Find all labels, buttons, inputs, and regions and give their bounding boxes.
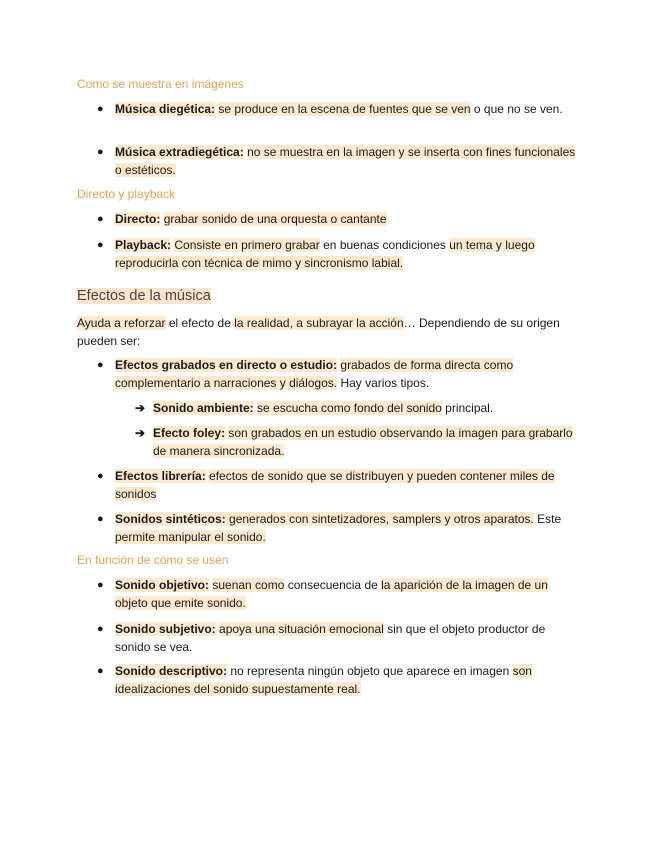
heading-text: Efectos de la música: [77, 288, 211, 304]
list-item-extradiegetica: [97, 144, 577, 179]
list-item-efectos-grabados: [97, 357, 577, 392]
list-item-sonido-subjetivo: [97, 621, 577, 656]
intro-paragraph: [77, 314, 577, 350]
subtitle-imagenes: Como se muestra en imágenes: [77, 77, 244, 91]
definition-end: son idealizaciones del sonido supuestamente real.: [115, 664, 532, 696]
definition-rest: Hay varios tipos.: [337, 375, 430, 390]
list-item-playback: [97, 237, 577, 272]
term: Directo:: [115, 212, 161, 226]
bullet-icon: ●: [97, 513, 104, 525]
intro-b: el efecto de: [165, 316, 235, 330]
list-item-sonido-objetivo: [97, 577, 577, 612]
term: Sonidos sintéticos:: [115, 512, 230, 526]
list-item-efectos-libreria: [97, 468, 577, 503]
term: Música extradiegética:: [115, 145, 244, 159]
definition: apoya una situación emocional: [219, 622, 384, 636]
sublist-item-sonido-ambiente: [135, 400, 573, 418]
definition: no se muestra en la imagen y se inserta con fines funcionales o estéticos.: [115, 145, 576, 177]
subtitle-funcion-uso: En función de cómo se usen: [77, 553, 229, 567]
term: Efectos grabados en directo o estudio:: [115, 358, 338, 372]
term: Playback:: [115, 238, 172, 252]
definition-mid: en buenas condiciones: [319, 238, 450, 252]
definition-rest: principal.: [441, 401, 494, 415]
definition-rest: o que no se ven.: [470, 102, 563, 116]
definition: generados con sintetizadores, samplers y otros aparatos.: [229, 512, 534, 526]
definition-rest: sin que el objeto productor de sonido se vea.: [115, 622, 546, 654]
arrow-icon: ➔: [135, 426, 146, 440]
bullet-icon: ●: [97, 579, 104, 591]
term: Sonido descriptivo:: [115, 664, 228, 678]
list-item-sonidos-sinteticos: [97, 511, 577, 546]
definition-end: la aparición de la imagen de un objeto que emite sonido.: [115, 578, 548, 610]
definition-end: permite manipular el sonido.: [115, 529, 266, 544]
term: Efecto foley:: [153, 426, 226, 440]
intro-a: Ayuda a reforzar: [77, 316, 166, 330]
definition-end: un tema y luego reproducirla con técnica de mimo y sincronismo labial.: [115, 238, 535, 270]
bullet-icon: ●: [97, 470, 104, 482]
bullet-icon: ●: [97, 146, 104, 158]
bullet-icon: ●: [97, 213, 104, 225]
bullet-icon: ●: [97, 103, 104, 115]
bullet-icon: ●: [97, 623, 104, 635]
definition: efectos de sonido que se distribuyen y pueden contener miles de sonidos: [115, 469, 555, 501]
definition: se produce en la escena de fuentes que se ven: [218, 102, 471, 116]
definition: no representa ningún objeto que aparece en imagen: [230, 664, 510, 678]
bullet-icon: ●: [97, 239, 104, 251]
term: Efectos librería:: [115, 469, 206, 483]
term: Sonido objetivo:: [115, 578, 209, 592]
definition: se escucha como fondo del sonido: [257, 401, 442, 415]
arrow-icon: ➔: [135, 401, 146, 415]
sublist-item-efecto-foley: [135, 425, 573, 460]
definition: Consiste en primero grabar: [174, 238, 320, 252]
definition: grabar sonido de una orquesta o cantante: [163, 212, 387, 226]
term: Sonido subjetivo:: [115, 622, 216, 636]
section-heading-efectos: [77, 288, 211, 304]
list-item-diegetica: [97, 101, 577, 119]
subtitle-directo-playback: Directo y playback: [77, 187, 176, 201]
intro-d: … Dependiendo de su origen pueden ser:: [77, 316, 560, 348]
bullet-icon: ●: [97, 359, 104, 371]
bullet-icon: ●: [97, 665, 104, 677]
list-item-directo: [97, 211, 577, 229]
definition: suenan como: [212, 578, 285, 592]
term: Sonido ambiente:: [153, 401, 254, 415]
term: Música diegética:: [115, 102, 216, 116]
definition: grabados de forma directa como complementario a narraciones y diálogos.: [115, 358, 514, 390]
definition-mid: consecuencia de: [284, 578, 382, 592]
list-item-sonido-descriptivo: [97, 663, 577, 698]
intro-c: la realidad, a subrayar la acción: [234, 316, 404, 330]
definition: son grabados en un estudio observando la imagen para grabarlo de manera sincronizada.: [153, 426, 573, 458]
definition-mid: Este: [533, 512, 562, 526]
